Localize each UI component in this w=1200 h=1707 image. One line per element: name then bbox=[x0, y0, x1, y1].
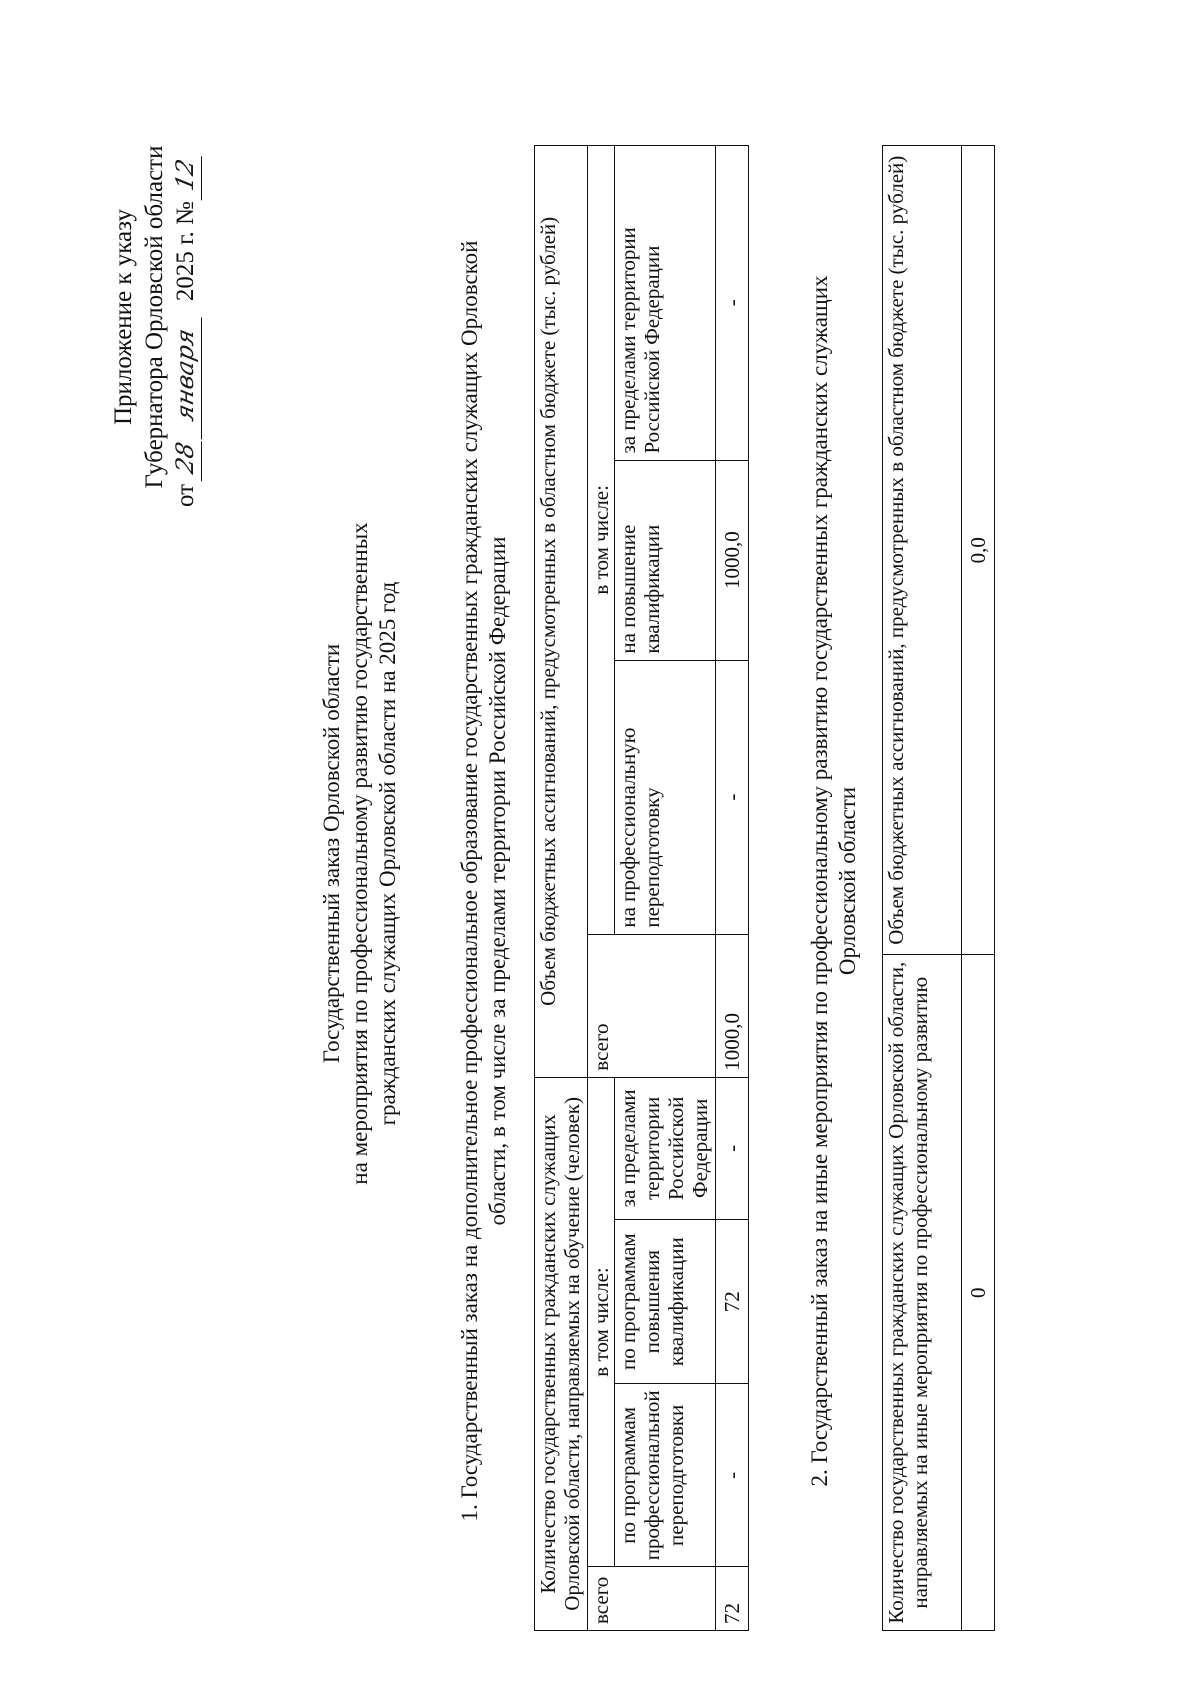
appendix-block bbox=[108, 107, 202, 527]
other-activities-table bbox=[882, 145, 995, 1631]
col-retraining-people: по программам профессиональной переподготовки bbox=[615, 1384, 716, 1567]
handwritten-day: 28 bbox=[170, 434, 202, 481]
table-row bbox=[962, 146, 995, 1631]
people-group-header: Количество государственных гражданских служащих Орловской области, направляемых на обучение (человек) bbox=[535, 1077, 588, 1630]
value-people-abroad: - bbox=[716, 1077, 749, 1219]
appendix-date-line bbox=[170, 107, 202, 527]
col-abroad-budget: за пределами территории Российской Федерации bbox=[615, 146, 716, 461]
col-retraining-budget: на профессиональную переподготовку bbox=[615, 660, 716, 934]
col-abroad-people: за пределами территории Российской Федерации bbox=[615, 1077, 716, 1219]
training-order-table bbox=[534, 145, 749, 1631]
section-1-heading bbox=[456, 141, 512, 1621]
section-2-line-2: Орловской области bbox=[835, 786, 860, 976]
value-people-total: 72 bbox=[716, 1567, 749, 1631]
value-budget-total: 1000,0 bbox=[716, 934, 749, 1077]
title-line-3: гражданских служащих Орловской области на 2025 год bbox=[375, 581, 400, 1126]
value-budget-retraining: - bbox=[716, 660, 749, 934]
date-prefix: от bbox=[172, 483, 199, 507]
value-people-retraining: - bbox=[716, 1384, 749, 1567]
value-budget-qualification: 1000,0 bbox=[716, 460, 749, 660]
appendix-line-2: Губернатора Орловской области bbox=[141, 145, 168, 489]
handwritten-number: 12 bbox=[170, 150, 202, 201]
value-people-qualification: 72 bbox=[716, 1219, 749, 1383]
other-people-header: Количество государственных гражданских служащих Орловской области, направляемых на иные мероприятия по профессиональному развитию bbox=[883, 955, 962, 1631]
other-budget-header: Объем бюджетных ассигнований, предусмотренных в областном бюджете (тыс. рублей) bbox=[883, 146, 962, 955]
section-2-heading bbox=[806, 141, 862, 1621]
section-1-line-1: 1. Государственный заказ на дополнительное профессиональное образование государственных гражданских служащих Орловской bbox=[457, 240, 482, 1522]
appendix-line-1: Приложение к указу bbox=[110, 208, 137, 426]
table-row bbox=[716, 146, 749, 1631]
people-total-header: всего bbox=[588, 1567, 716, 1631]
value-budget-abroad: - bbox=[716, 146, 749, 461]
title-line-2: на мероприятия по профессиональному развитию государственных bbox=[347, 522, 372, 1185]
handwritten-month: января bbox=[170, 310, 202, 439]
budget-including-header: в том числе: bbox=[588, 146, 615, 935]
value-other-people: 0 bbox=[962, 955, 995, 1631]
col-qualification-budget: на повышение квалификации bbox=[615, 460, 716, 660]
section-2-line-1: 2. Государственный заказ на иные мероприятия по профессиональному развитию государственных гражданских служащих bbox=[807, 275, 832, 1487]
title-line-1: Государственный заказ Орловской области bbox=[319, 643, 344, 1064]
section-1-line-2: области, в том числе за пределами территории Российской Федерации bbox=[485, 536, 510, 1226]
date-year: 2025 г. № bbox=[172, 201, 199, 302]
col-qualification-people: по программам повышения квалификации bbox=[615, 1219, 716, 1383]
document-title bbox=[318, 100, 402, 1607]
budget-group-header: Объем бюджетных ассигнований, предусмотренных в областном бюджете (тыс. рублей) bbox=[535, 146, 588, 1078]
budget-total-header: всего bbox=[588, 934, 716, 1077]
value-other-budget: 0,0 bbox=[962, 146, 995, 955]
people-including-header: в том числе: bbox=[588, 1077, 615, 1567]
